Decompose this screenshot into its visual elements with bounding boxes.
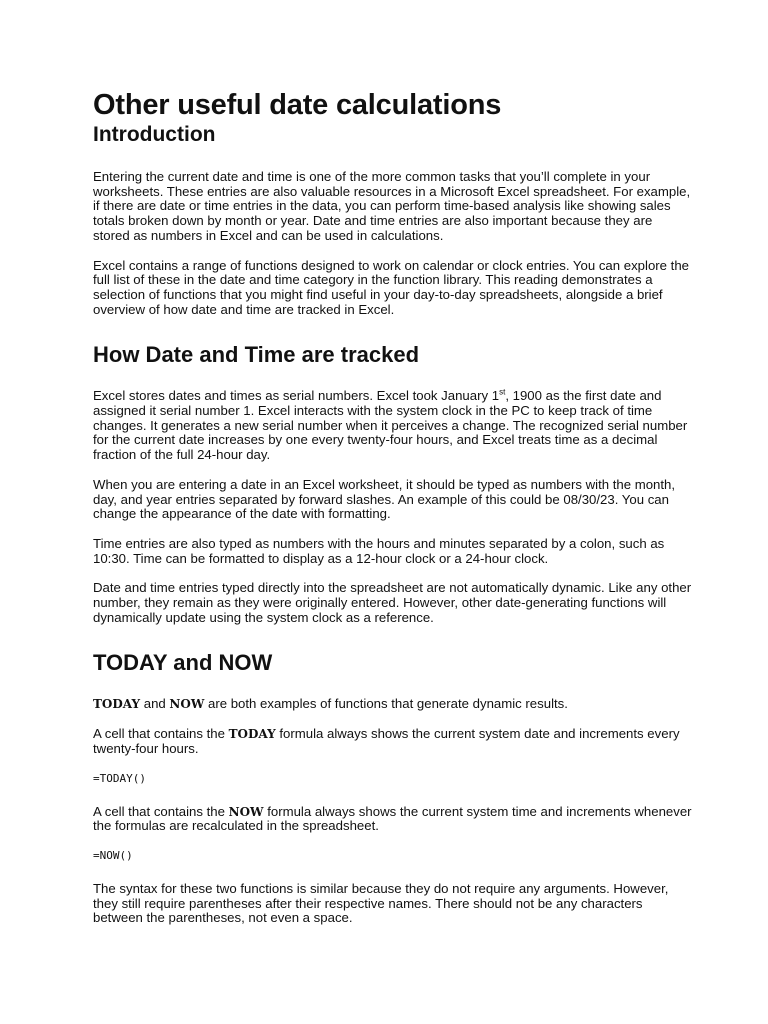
function-name-today-inline: TODAY: [228, 727, 276, 742]
intro-paragraph-2: Excel contains a range of functions designed to work on calendar or clock entries. You can explore the full list of these in the date and time category in the function library. This reading demonstrates a selection of functions that you might find useful in your day-to-day spreadsheets, alongside a brief overview of how date and time are tracked in Excel.: [93, 257, 689, 317]
today-now-p1-rest: are both examples of functions that generate dynamic results.: [204, 696, 568, 712]
function-name-now-inline: NOW: [228, 804, 264, 819]
today-now-paragraph-1: [93, 697, 692, 712]
ordinal-suffix: st: [499, 387, 506, 397]
tracking-paragraph-2: When you are entering a date in an Excel worksheet, it should be typed as numbers with the month, day, and year entries separated by forward slashes. An example of this could be 08/30/23. You can change the appearance of the date with formatting.: [93, 476, 676, 522]
today-paragraph: [93, 727, 692, 756]
now-paragraph: [93, 805, 692, 834]
function-name-now: NOW: [169, 697, 205, 712]
page-title: Other useful date calculations: [93, 89, 502, 121]
tracking-p1-text-a: Excel stores dates and times as serial numbers. Excel took January 1: [93, 388, 500, 404]
tracking-paragraph-4: Date and time entries typed directly into the spreadsheet are not automatically dynamic. Like any other number, they remain as they were originally entered. However, other date-generating functions will dynamically update using the system clock as a reference.: [93, 580, 692, 625]
tracking-p1-text-b: , 1900 as the first date and assigned it serial number 1. Excel interacts with the system clock in the PC to keep track of time changes. It generates a new serial number when it perceives a change. The recognized serial number for the current date increases by one every twenty-four hours, and Excel treats time as a decimal fraction of the full 24-hour day.: [93, 388, 688, 463]
section-heading-today-now: TODAY and NOW: [93, 650, 273, 676]
intro-heading: Introduction: [93, 123, 216, 146]
section-heading-tracking: How Date and Time are tracked: [93, 342, 420, 368]
formula-now: =NOW(): [93, 848, 133, 862]
tracking-paragraph-3: Time entries are also typed as numbers with the hours and minutes separated by a colon, such as 10:30. Time can be formatted to display as a 12-hour clock or a 24-hour clock.: [93, 535, 665, 566]
today-p-text-b: formula always shows the current system date and increments every twenty-four hours.: [93, 726, 680, 756]
formula-today: =TODAY(): [93, 771, 146, 785]
today-p-text-a: A cell that contains the: [93, 726, 229, 742]
connector-text: and: [140, 696, 170, 712]
now-p-text-b: formula always shows the current system time and increments whenever the formulas are recalculated in the spreadsheet.: [93, 803, 692, 834]
function-name-today: TODAY: [93, 697, 141, 712]
tracking-paragraph-1: [93, 389, 692, 463]
intro-paragraph-1: Entering the current date and time is one of the more common tasks that you’ll complete in your worksheets. These entries are also valuable resources in a Microsoft Excel spreadsheet. For example, if there are date or time entries in the data, you can perform time-based analysis like showing sales totals broken down by month or year. Date and time entries are also important because they are stored as numbers in Excel and can be used in calculations.: [93, 169, 691, 243]
syntax-paragraph: The syntax for these two functions is similar because they do not require any arguments. However, they still require parentheses after their respective names. There should not be any characters between the parentheses, not even a space.: [93, 880, 669, 926]
now-p-text-a: A cell that contains the: [93, 803, 229, 819]
